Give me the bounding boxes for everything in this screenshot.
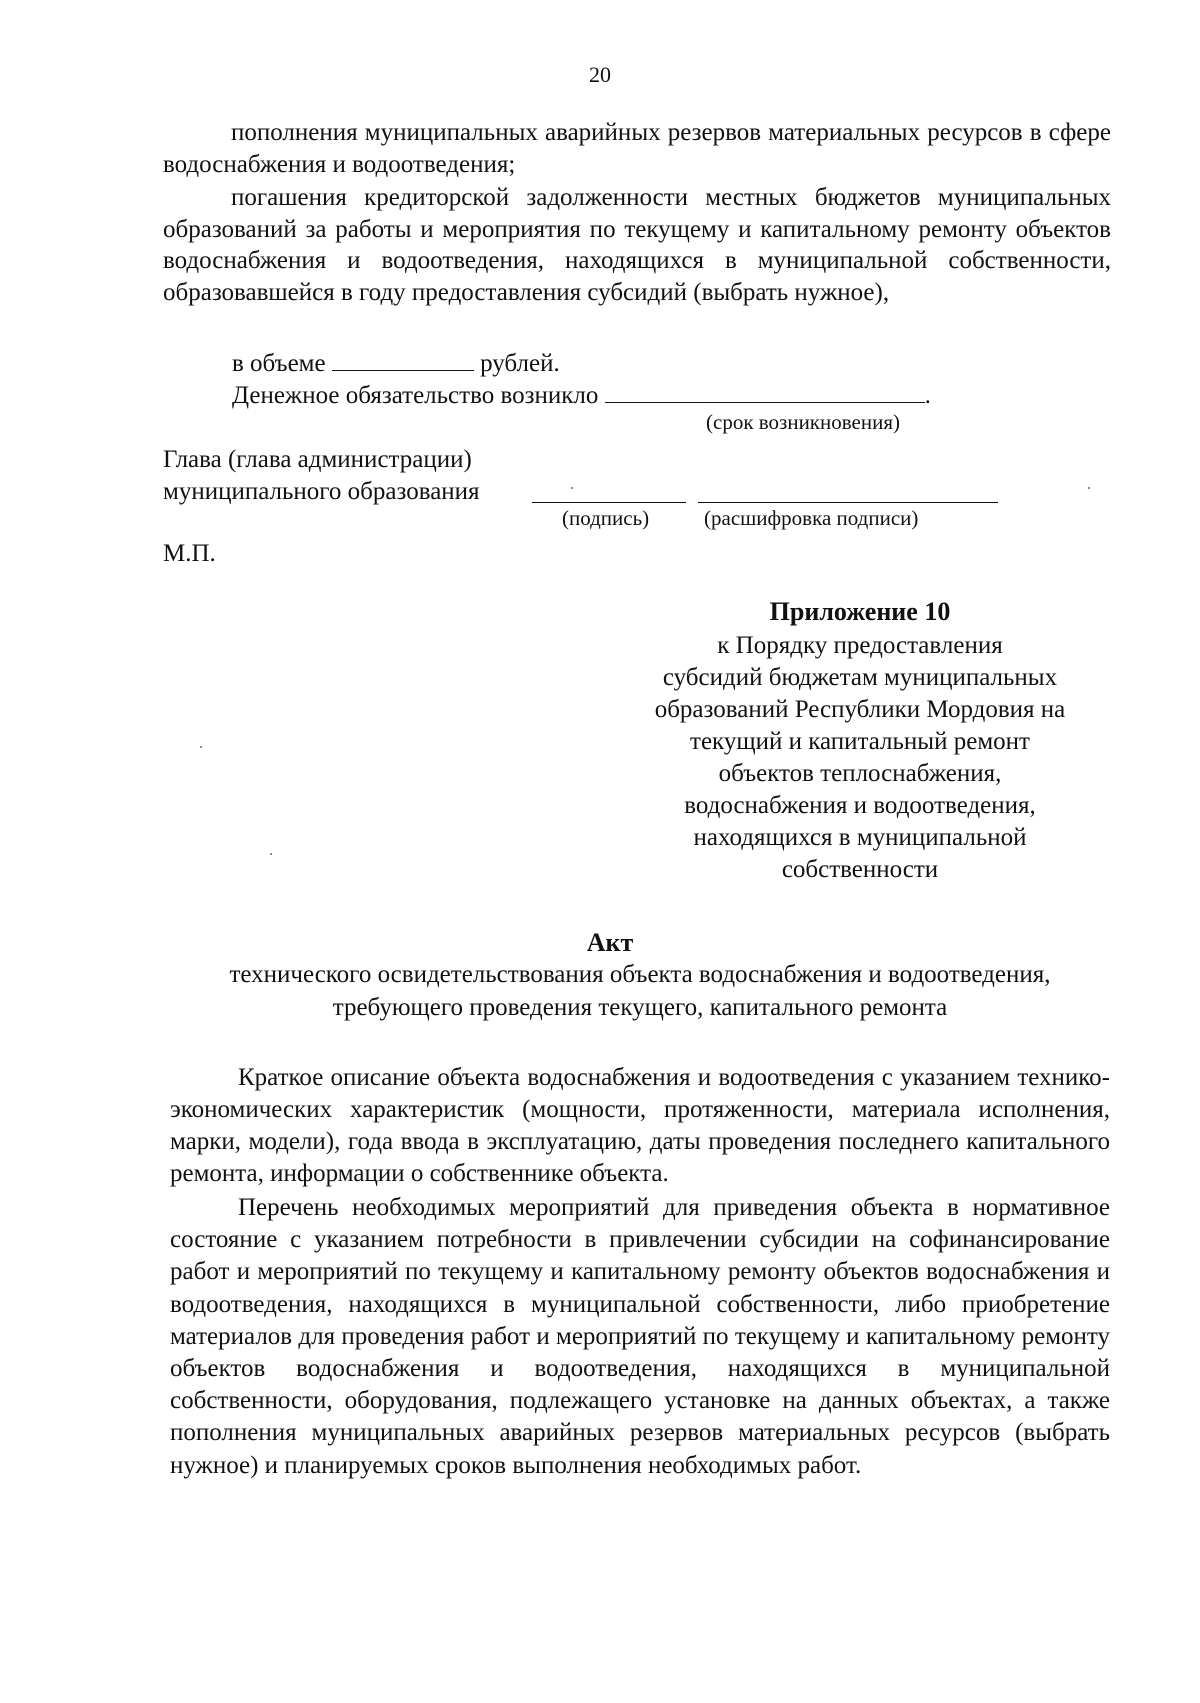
appendix-title: Приложение 10 bbox=[769, 597, 951, 626]
appendix-line-3: образований Республики Мордовия на bbox=[654, 696, 1066, 723]
appendix-line-6: водоснабжения и водоотведения, bbox=[684, 792, 1036, 819]
act-title: Акт bbox=[586, 928, 634, 957]
appendix-line-2: субсидий бюджетам муниципальных bbox=[662, 664, 1058, 691]
amount-line bbox=[232, 348, 560, 378]
page-number: 20 bbox=[589, 62, 611, 87]
amount-prefix: в объеме bbox=[232, 350, 326, 377]
stamp-mark: М.П. bbox=[163, 540, 216, 567]
body-paragraph-1: Краткое описание объекта водоснабжения и водоотведения с указанием технико-экономических характеристик (мощности, протяженности, материала исполнения, марки, модели), года ввода в эксплуатацию, даты проведения последнего капитального ремонта, информации о собственнике объекта. bbox=[170, 1064, 1110, 1187]
decoding-caption: (расшифровка подписи) bbox=[704, 506, 919, 530]
amount-suffix: рублей. bbox=[480, 350, 560, 377]
scan-speck bbox=[270, 853, 272, 855]
appendix-block bbox=[610, 596, 1110, 886]
head-line-1: Глава (глава администрации) bbox=[163, 446, 472, 473]
amount-blank bbox=[332, 348, 474, 371]
appendix-line-1: к Порядку предоставления bbox=[717, 632, 1003, 659]
appendix-line-4: текущий и капитальный ремонт bbox=[690, 728, 1030, 755]
act-subtitle-line-2: требующего проведения текущего, капитального ремонта bbox=[332, 994, 948, 1021]
decoding-line bbox=[698, 502, 998, 503]
appendix-line-5: объектов теплоснабжения, bbox=[718, 760, 1002, 787]
signature-caption: (подпись) bbox=[562, 506, 650, 530]
obligation-text: Денежное обязательство возникло bbox=[232, 382, 599, 409]
obligation-line bbox=[232, 380, 931, 410]
appendix-line-8: собственности bbox=[781, 856, 939, 883]
obligation-end: . bbox=[924, 382, 931, 409]
scan-speck bbox=[200, 746, 202, 748]
obligation-caption: (срок возникновения) bbox=[706, 410, 900, 434]
head-line-2: муниципального образования bbox=[163, 478, 480, 505]
act-subtitle-line-1: технического освидетельствования объекта водоснабжения и водоотведения, bbox=[229, 961, 1051, 988]
scan-speck bbox=[571, 487, 573, 489]
appendix-line-7: находящихся в муниципальной bbox=[693, 824, 1027, 851]
intro-paragraph-2: погашения кредиторской задолженности местных бюджетов муниципальных образований за работы и мероприятия по текущему и капитальному ремонту объектов водоснабжения и водоотведения, находящихся в муниципальной собственности, образовавшейся в году предоставления субсидий (выбрать нужное), bbox=[163, 184, 1111, 306]
scan-speck bbox=[1088, 487, 1090, 489]
act-subtitle bbox=[170, 958, 1110, 1024]
signature-line bbox=[532, 502, 686, 503]
obligation-blank bbox=[605, 380, 925, 403]
intro-paragraph-1: пополнения муниципальных аварийных резервов материальных ресурсов в сфере водоснабжения и водоотведения; bbox=[163, 119, 1111, 178]
body-paragraph-2: Перечень необходимых мероприятий для приведения объекта в нормативное состояние с указанием потребности в привлечении субсидии на софинансирование работ и мероприятий по текущему и капитальному ремонту объектов водоснабжения и водоотведения, находящихся в муниципальной собственности, либо приобретение материалов для проведения работ и мероприятий по текущему и капитальному ремонту объектов водоснабжения и водоотведения, находящихся в муниципальной собственности, оборудования, подлежащего установке на данных объектах, а также пополнения муниципальных аварийных резервов материальных ресурсов (выбрать нужное) и планируемых сроков выполнения необходимых работ. bbox=[170, 1194, 1110, 1479]
